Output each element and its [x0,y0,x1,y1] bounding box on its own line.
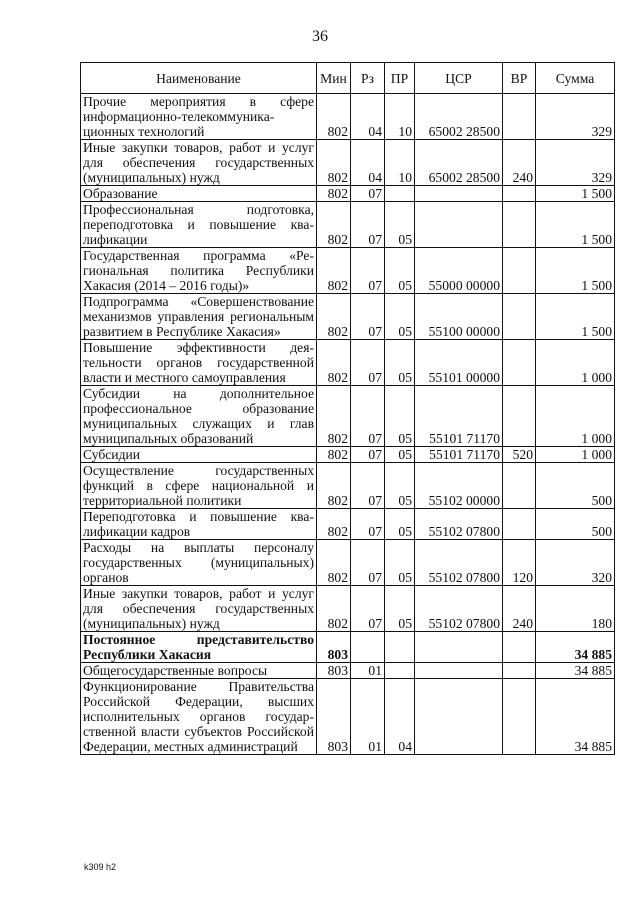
cell-min: 802 [317,294,351,340]
cell-pr: 05 [385,386,415,447]
cell-min: 802 [317,447,351,463]
cell-pr: 05 [385,586,415,632]
cell-vr: 240 [503,586,536,632]
cell-vr [503,386,536,447]
cell-sum: 320 [536,540,615,586]
cell-sum: 1 500 [536,186,615,202]
cell-vr [503,248,536,294]
cell-min: 802 [317,140,351,186]
table-row [81,463,615,509]
cell-csr: 55102 07800 [415,509,503,540]
cell-name: Функционирование Правительства Российской Федерации, высших исполнительных органов государственной власти субъектов Российской Федерации, местных администраций [81,679,317,755]
cell-vr [503,632,536,663]
cell-rz: 07 [351,540,385,586]
cell-pr [385,186,415,202]
cell-sum: 180 [536,586,615,632]
cell-pr: 05 [385,463,415,509]
cell-min: 802 [317,186,351,202]
cell-name: Расходы на выплаты персоналу государственных (муниципальных) органов [81,540,317,586]
cell-rz: 07 [351,186,385,202]
cell-sum: 329 [536,94,615,140]
header-pr: ПР [385,63,415,94]
cell-rz: 01 [351,663,385,679]
cell-min: 802 [317,386,351,447]
cell-sum: 329 [536,140,615,186]
cell-pr: 05 [385,509,415,540]
cell-csr: 55102 00000 [415,463,503,509]
table-row [81,386,615,447]
cell-name: Осуществление государственных функций в сфере национальной и территориальной политики [81,463,317,509]
cell-vr [503,679,536,755]
cell-vr [503,340,536,386]
cell-rz: 07 [351,340,385,386]
cell-pr: 05 [385,248,415,294]
cell-csr [415,186,503,202]
header-csr: ЦСР [415,63,503,94]
cell-csr [415,679,503,755]
cell-csr [415,202,503,248]
table-header-row [81,63,615,94]
cell-min: 802 [317,586,351,632]
cell-vr [503,202,536,248]
cell-rz: 04 [351,140,385,186]
cell-min: 802 [317,540,351,586]
cell-csr: 55100 00000 [415,294,503,340]
cell-min: 802 [317,94,351,140]
cell-name: Субсидии на дополнительное профессиональное образование муниципальных служащих и глав муниципальных образований [81,386,317,447]
table-row [81,509,615,540]
cell-name: Субсидии [81,447,317,463]
cell-pr: 05 [385,540,415,586]
cell-min: 802 [317,202,351,248]
cell-sum: 1 000 [536,447,615,463]
cell-name: Иные закупки товаров, работ и услуг для обеспечения государственных (муниципальных) нужд [81,586,317,632]
cell-csr: 55102 07800 [415,540,503,586]
page-number: 36 [312,28,328,45]
cell-sum: 1 000 [536,340,615,386]
footer-code: k309 h2 [84,862,117,872]
cell-rz: 07 [351,294,385,340]
cell-csr [415,632,503,663]
cell-min: 803 [317,632,351,663]
cell-name: Государственная программа «Региональная политика Республики Хакасия (2014 – 2016 годы)» [81,248,317,294]
table-row [81,186,615,202]
table-row [81,94,615,140]
cell-name: Образование [81,186,317,202]
cell-csr: 55000 00000 [415,248,503,294]
cell-rz: 01 [351,679,385,755]
table-row [81,340,615,386]
cell-pr: 05 [385,294,415,340]
cell-csr: 65002 28500 [415,140,503,186]
cell-sum: 34 885 [536,632,615,663]
cell-rz: 07 [351,386,385,447]
cell-csr: 65002 28500 [415,94,503,140]
cell-csr [415,663,503,679]
cell-rz [351,632,385,663]
cell-pr: 04 [385,679,415,755]
cell-rz: 07 [351,202,385,248]
cell-rz: 07 [351,447,385,463]
cell-name: Прочие мероприятия в сфере информационно-телекоммуникационных технологий [81,94,317,140]
cell-sum: 1 500 [536,294,615,340]
cell-min: 803 [317,679,351,755]
cell-rz: 07 [351,586,385,632]
cell-sum: 500 [536,509,615,540]
cell-vr [503,94,536,140]
cell-csr: 55102 07800 [415,586,503,632]
cell-name: Общегосударственные вопросы [81,663,317,679]
cell-sum: 34 885 [536,663,615,679]
header-min: Мин [317,63,351,94]
cell-rz: 07 [351,248,385,294]
cell-vr [503,186,536,202]
table-row [81,447,615,463]
cell-pr: 05 [385,202,415,248]
cell-sum: 34 885 [536,679,615,755]
cell-vr: 240 [503,140,536,186]
cell-vr [503,663,536,679]
cell-pr: 10 [385,94,415,140]
cell-sum: 1 500 [536,248,615,294]
cell-rz: 04 [351,94,385,140]
cell-min: 803 [317,663,351,679]
table-row [81,202,615,248]
cell-pr: 05 [385,340,415,386]
cell-sum: 1 000 [536,386,615,447]
table-row [81,540,615,586]
header-sum: Сумма [536,63,615,94]
cell-min: 802 [317,340,351,386]
header-vr: ВР [503,63,536,94]
cell-vr [503,509,536,540]
table-row [81,679,615,755]
cell-vr: 120 [503,540,536,586]
table-row [81,294,615,340]
cell-pr [385,632,415,663]
cell-name: Повышение эффективности деятельности органов государственной власти и местного самоуправления [81,340,317,386]
cell-name: Переподготовка и повышение квалификации кадров [81,509,317,540]
cell-name: Постоянное представительство Республики Хакасия [81,632,317,663]
cell-name: Профессиональная подготовка, переподготовка и повышение квалификации [81,202,317,248]
cell-sum: 500 [536,463,615,509]
table-row [81,248,615,294]
header-rz: Рз [351,63,385,94]
cell-csr: 55101 71170 [415,386,503,447]
cell-min: 802 [317,248,351,294]
cell-name: Подпрограмма «Совершенствование механизмов управления региональным развитием в Республике Хакасия» [81,294,317,340]
cell-csr: 55101 71170 [415,447,503,463]
cell-csr: 55101 00000 [415,340,503,386]
cell-name: Иные закупки товаров, работ и услуг для обеспечения государственных (муниципальных) нужд [81,140,317,186]
cell-rz: 07 [351,509,385,540]
cell-vr: 520 [503,447,536,463]
cell-rz: 07 [351,463,385,509]
cell-min: 802 [317,509,351,540]
cell-min: 802 [317,463,351,509]
cell-vr [503,463,536,509]
cell-vr [503,294,536,340]
table-row [81,586,615,632]
table-row [81,663,615,679]
table-row [81,140,615,186]
header-name: Наименование [81,63,317,94]
cell-pr [385,663,415,679]
table-row [81,632,615,663]
cell-pr: 05 [385,447,415,463]
cell-pr: 10 [385,140,415,186]
budget-table [80,62,615,755]
cell-sum: 1 500 [536,202,615,248]
